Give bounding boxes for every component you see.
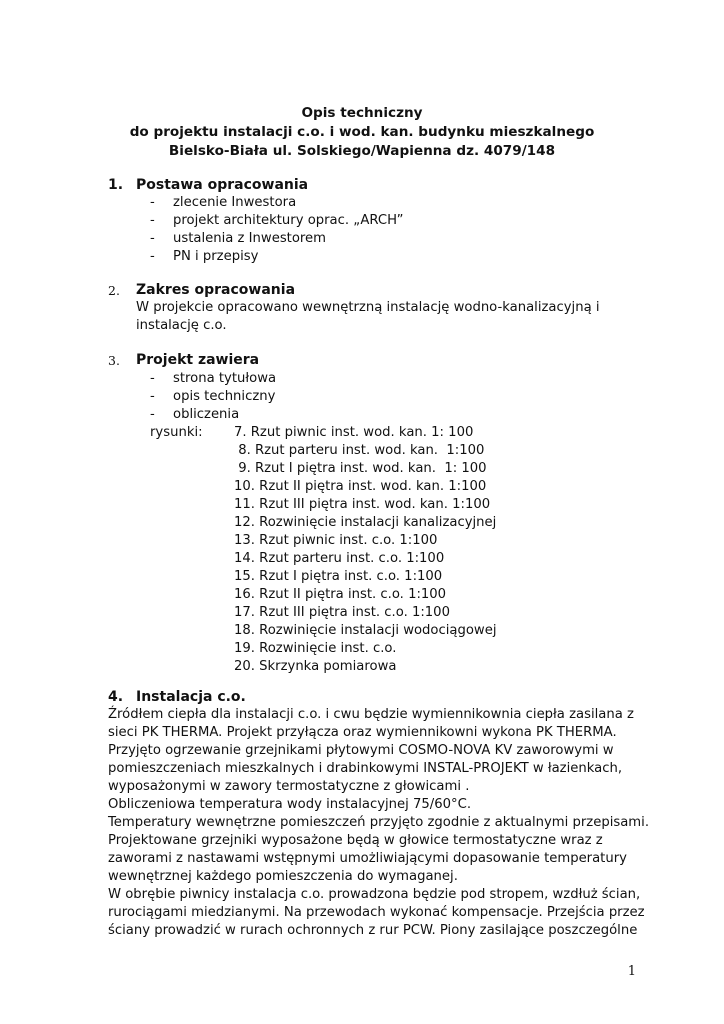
section4-text: wyposażonymi w zawory termostatyczne z głowicami .: [108, 779, 470, 794]
drawing-item: 9. Rzut I piętra inst. wod. kan. 1: 100: [234, 461, 487, 476]
drawing-item: 18. Rozwinięcie instalacji wodociągowej: [234, 623, 497, 638]
section2-number: 2.: [108, 283, 120, 298]
section4-number: 4.: [108, 689, 124, 705]
section4-text: Przyjęto ogrzewanie grzejnikami płytowymi COSMO-NOVA KV zaworowymi w: [108, 743, 614, 758]
doc-subtitle: do projektu instalacji c.o. i wod. kan. budynku mieszkalnego: [129, 124, 595, 140]
section1-item: - projekt architektury oprac. „ARCH”: [150, 213, 404, 228]
section3-number: 3.: [108, 353, 120, 368]
drawing-item: 20. Skrzynka pomiarowa: [234, 659, 397, 674]
drawing-item: 13. Rzut piwnic inst. c.o. 1:100: [234, 533, 438, 548]
drawing-item: 12. Rozwinięcie instalacji kanalizacyjnej: [234, 515, 497, 530]
drawing-item: 8. Rzut parteru inst. wod. kan. 1:100: [234, 443, 485, 458]
section4-heading: Instalacja c.o.: [136, 689, 246, 705]
drawing-item: 15. Rzut I piętra inst. c.o. 1:100: [234, 569, 443, 584]
section3-item: - opis techniczny: [150, 389, 276, 404]
section4-text: zaworami z nastawami wstępnymi umożliwiającymi dopasowanie temperatury: [108, 851, 627, 866]
section3-item: - obliczenia: [150, 407, 240, 422]
section4-text: sieci PK THERMA. Projekt przyłącza oraz wymiennikowni wykona PK THERMA.: [108, 725, 617, 740]
drawing-item: 10. Rzut II piętra inst. wod. kan. 1:100: [234, 479, 487, 494]
page-number: 1: [627, 964, 636, 979]
section4-text: W obrębie piwnicy instalacja c.o. prowadzona będzie pod stropem, wzdłuż ścian,: [108, 887, 641, 902]
section2-heading: Zakres opracowania: [136, 282, 296, 298]
drawing-item: 14. Rzut parteru inst. c.o. 1:100: [234, 551, 445, 566]
section4-text: pomieszczeniach mieszkalnych i drabinkowymi INSTAL-PROJEKT w łazienkach,: [108, 761, 623, 776]
drawing-item: 17. Rzut III piętra inst. c.o. 1:100: [234, 605, 450, 620]
section3-item: - strona tytułowa: [150, 371, 277, 386]
section1-item: - ustalenia z Inwestorem: [150, 231, 327, 246]
drawing-item: 7. Rzut piwnic inst. wod. kan. 1: 100: [234, 425, 474, 440]
drawings-label: rysunki:: [150, 425, 203, 440]
drawing-item: 19. Rozwinięcie inst. c.o.: [234, 641, 397, 656]
drawing-item: 16. Rzut II piętra inst. c.o. 1:100: [234, 587, 447, 602]
section1-item: - zlecenie Inwestora: [150, 195, 297, 210]
section4-text: ściany prowadzić w rurach ochronnych z rur PCW. Piony zasilające poszczególne: [108, 923, 638, 938]
section4-text: Projektowane grzejniki wyposażone będą w głowice termostatyczne wraz z: [108, 833, 603, 848]
doc-title: Opis techniczny: [301, 105, 423, 121]
section4-text: wewnętrznej każdego pomieszczenia do wymaganej.: [108, 869, 458, 884]
section3-heading: Projekt zawiera: [136, 352, 260, 368]
section1-number: 1.: [108, 177, 124, 193]
section4-text: Obliczeniowa temperatura wody instalacyjnej 75/60°C.: [108, 797, 472, 812]
section4-text: Temperatury wewnętrzne pomieszczeń przyjęto zgodnie z aktualnymi przepisami.: [108, 815, 650, 830]
section1-heading: Postawa opracowania: [136, 177, 309, 193]
section2-text: instalację c.o.: [136, 318, 227, 333]
doc-location: Bielsko-Biała ul. Solskiego/Wapienna dz. 4079/148: [168, 143, 556, 159]
section4-text: rurociągami miedzianymi. Na przewodach wykonać kompensacje. Przejścia przez: [108, 905, 645, 920]
drawing-item: 11. Rzut III piętra inst. wod. kan. 1:100: [234, 497, 491, 512]
section1-item: - PN i przepisy: [150, 249, 259, 264]
section2-text: W projekcie opracowano wewnętrzną instalację wodno-kanalizacyjną i: [136, 300, 600, 315]
section4-text: Źródłem ciepła dla instalacji c.o. i cwu będzie wymiennikownia ciepła zasilana z: [108, 707, 634, 722]
